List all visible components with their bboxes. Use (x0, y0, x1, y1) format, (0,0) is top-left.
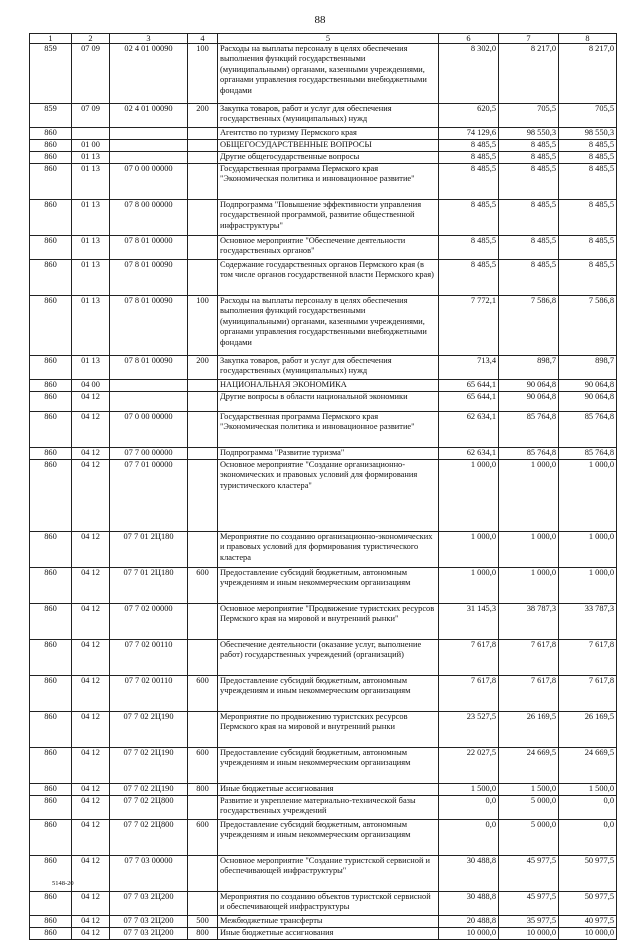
table-row (30, 784, 617, 796)
expense-type-cell (188, 532, 218, 568)
item-name-cell: Иные бюджетные ассигнования (218, 784, 439, 796)
expense-type-cell: 600 (188, 568, 218, 604)
item-name-cell: Основное мероприятие "Обеспечение деятельности государственных органов" (218, 236, 439, 260)
item-name-cell: Основное мероприятие "Создание туристской сервисной и обеспечивающей инфраструктуры" (218, 856, 439, 892)
section-code-cell: 07 09 (72, 104, 110, 128)
amount-col6-cell: 22 027,5 (439, 748, 499, 784)
header-cell: 8 (559, 34, 617, 44)
amount-col6-cell: 7 617,8 (439, 640, 499, 676)
expense-type-cell (188, 460, 218, 532)
item-name-cell: Предоставление субсидий бюджетным, автономным учреждениям и иным некоммерческим организациям (218, 820, 439, 856)
header-cell: 4 (188, 34, 218, 44)
amount-col6-cell: 8 485,5 (439, 260, 499, 296)
amount-col7-cell: 45 977,5 (499, 856, 559, 892)
amount-col6-cell: 713,4 (439, 356, 499, 380)
item-name-cell: Государственная программа Пермского края "Экономическая политика и инновационное развитие" (218, 164, 439, 200)
admin-code-cell: 860 (30, 392, 72, 412)
amount-col8-cell: 8 485,5 (559, 260, 617, 296)
expense-type-cell (188, 640, 218, 676)
expense-type-cell (188, 152, 218, 164)
admin-code-cell: 860 (30, 820, 72, 856)
amount-col7-cell: 8 485,5 (499, 260, 559, 296)
table-row (30, 928, 617, 940)
item-name-cell: Основное мероприятие "Создание организационно-экономических и правовых условий для формирования туристического кластера" (218, 460, 439, 532)
amount-col8-cell: 90 064,8 (559, 380, 617, 392)
item-name-cell: Расходы на выплаты персоналу в целях обеспечения выполнения функций государственными (муниципальными) органами, казенными учреждениями, органами управления государственными внебюджетными фондами (218, 44, 439, 104)
section-code-cell: 01 00 (72, 140, 110, 152)
target-article-cell: 07 7 01 2Ц180 (110, 532, 188, 568)
item-name-cell: Мероприятия по созданию объектов туристской сервисной и обеспечивающей инфраструктуры (218, 892, 439, 916)
amount-col6-cell: 1 000,0 (439, 568, 499, 604)
amount-col8-cell: 1 000,0 (559, 460, 617, 532)
expense-type-cell: 100 (188, 44, 218, 104)
table-row (30, 356, 617, 380)
section-code-cell: 04 12 (72, 568, 110, 604)
table-row (30, 128, 617, 140)
amount-col7-cell: 8 485,5 (499, 152, 559, 164)
amount-col6-cell: 7 617,8 (439, 676, 499, 712)
target-article-cell: 07 7 02 2Ц800 (110, 820, 188, 856)
amount-col7-cell: 5 000,0 (499, 820, 559, 856)
section-code-cell: 04 12 (72, 820, 110, 856)
item-name-cell: Основное мероприятие "Продвижение туристских ресурсов Пермского края на мировой и внутренний рынки" (218, 604, 439, 640)
section-code-cell (72, 128, 110, 140)
amount-col6-cell: 0,0 (439, 796, 499, 820)
target-article-cell: 07 7 03 00000 (110, 856, 188, 892)
table-row (30, 380, 617, 392)
amount-col6-cell: 8 302,0 (439, 44, 499, 104)
admin-code-cell: 860 (30, 916, 72, 928)
amount-col7-cell: 7 617,8 (499, 676, 559, 712)
table-row (30, 152, 617, 164)
admin-code-cell: 860 (30, 200, 72, 236)
amount-col7-cell: 90 064,8 (499, 380, 559, 392)
header-cell: 1 (30, 34, 72, 44)
amount-col6-cell: 8 485,5 (439, 200, 499, 236)
item-name-cell: Закупка товаров, работ и услуг для обеспечения государственных (муниципальных) нужд (218, 104, 439, 128)
header-cell: 7 (499, 34, 559, 44)
amount-col8-cell: 898,7 (559, 356, 617, 380)
table-row (30, 532, 617, 568)
target-article-cell: 07 7 02 00110 (110, 640, 188, 676)
target-article-cell: 07 8 01 00000 (110, 236, 188, 260)
expense-type-cell (188, 448, 218, 460)
admin-code-cell: 860 (30, 260, 72, 296)
expense-type-cell: 800 (188, 784, 218, 796)
amount-col6-cell: 8 485,5 (439, 164, 499, 200)
expense-type-cell (188, 892, 218, 916)
amount-col8-cell: 1 500,0 (559, 784, 617, 796)
item-name-cell: Предоставление субсидий бюджетным, автономным учреждениям и иным некоммерческим организациям (218, 568, 439, 604)
admin-code-cell: 860 (30, 748, 72, 784)
amount-col8-cell: 8 485,5 (559, 164, 617, 200)
item-name-cell: Другие общегосударственные вопросы (218, 152, 439, 164)
amount-col7-cell: 98 550,3 (499, 128, 559, 140)
amount-col8-cell: 50 977,5 (559, 856, 617, 892)
expense-type-cell (188, 164, 218, 200)
amount-col7-cell: 8 485,5 (499, 164, 559, 200)
amount-col6-cell: 62 634,1 (439, 448, 499, 460)
section-code-cell: 04 00 (72, 380, 110, 392)
section-code-cell: 04 12 (72, 796, 110, 820)
amount-col8-cell: 90 064,8 (559, 392, 617, 412)
admin-code-cell: 860 (30, 784, 72, 796)
table-body (30, 44, 617, 940)
amount-col6-cell: 20 488,8 (439, 916, 499, 928)
expense-type-cell (188, 200, 218, 236)
table-row (30, 640, 617, 676)
table-row (30, 412, 617, 448)
expense-type-cell (188, 380, 218, 392)
admin-code-cell: 860 (30, 380, 72, 392)
target-article-cell: 07 8 01 00090 (110, 356, 188, 380)
admin-code-cell: 860 (30, 448, 72, 460)
target-article-cell: 07 7 02 2Ц190 (110, 712, 188, 748)
amount-col8-cell: 33 787,3 (559, 604, 617, 640)
header-row (30, 34, 617, 44)
section-code-cell: 04 12 (72, 392, 110, 412)
admin-code-cell: 859 (30, 104, 72, 128)
amount-col7-cell: 1 000,0 (499, 460, 559, 532)
amount-col7-cell: 8 217,0 (499, 44, 559, 104)
table-row (30, 392, 617, 412)
amount-col7-cell: 898,7 (499, 356, 559, 380)
expense-type-cell: 500 (188, 916, 218, 928)
table-row (30, 856, 617, 892)
page-number: 88 (314, 14, 326, 26)
amount-col7-cell: 7 586,8 (499, 296, 559, 356)
section-code-cell: 07 09 (72, 44, 110, 104)
target-article-cell (110, 392, 188, 412)
budget-table (29, 33, 617, 940)
amount-col7-cell: 85 764,8 (499, 448, 559, 460)
amount-col6-cell: 65 644,1 (439, 392, 499, 412)
admin-code-cell: 860 (30, 140, 72, 152)
item-name-cell: Закупка товаров, работ и услуг для обеспечения государственных (муниципальных) нужд (218, 356, 439, 380)
item-name-cell: Развитие и укрепление материально-технической базы государственных учреждений (218, 796, 439, 820)
admin-code-cell: 860 (30, 164, 72, 200)
target-article-cell: 02 4 01 00090 (110, 104, 188, 128)
item-name-cell: Предоставление субсидий бюджетным, автономным учреждениям и иным некоммерческим организациям (218, 676, 439, 712)
amount-col7-cell: 8 485,5 (499, 140, 559, 152)
amount-col7-cell: 7 617,8 (499, 640, 559, 676)
admin-code-cell: 860 (30, 856, 72, 892)
amount-col6-cell: 7 772,1 (439, 296, 499, 356)
admin-code-cell: 860 (30, 604, 72, 640)
item-name-cell: Содержание государственных органов Пермского края (в том числе органов государственной власти Пермского края) (218, 260, 439, 296)
section-code-cell: 04 12 (72, 532, 110, 568)
item-name-cell: Мероприятие по продвижению туристских ресурсов Пермского края на мировой и внутренний рынки (218, 712, 439, 748)
table-row (30, 712, 617, 748)
expense-type-cell: 600 (188, 820, 218, 856)
amount-col6-cell: 0,0 (439, 820, 499, 856)
amount-col8-cell: 7 586,8 (559, 296, 617, 356)
item-name-cell: Агентство по туризму Пермского края (218, 128, 439, 140)
amount-col7-cell: 1 500,0 (499, 784, 559, 796)
section-code-cell: 01 13 (72, 164, 110, 200)
table-row (30, 568, 617, 604)
expense-type-cell: 600 (188, 748, 218, 784)
item-name-cell: Подпрограмма "Развитие туризма" (218, 448, 439, 460)
amount-col8-cell: 40 977,5 (559, 916, 617, 928)
item-name-cell: Межбюджетные трансферты (218, 916, 439, 928)
target-article-cell: 07 8 01 00090 (110, 260, 188, 296)
amount-col7-cell: 90 064,8 (499, 392, 559, 412)
amount-col7-cell: 24 669,5 (499, 748, 559, 784)
header-cell: 2 (72, 34, 110, 44)
expense-type-cell: 200 (188, 104, 218, 128)
admin-code-cell: 859 (30, 44, 72, 104)
table-row (30, 676, 617, 712)
target-article-cell: 07 7 01 2Ц180 (110, 568, 188, 604)
expense-type-cell (188, 140, 218, 152)
expense-type-cell: 800 (188, 928, 218, 940)
expense-type-cell (188, 260, 218, 296)
target-article-cell (110, 152, 188, 164)
admin-code-cell: 860 (30, 712, 72, 748)
amount-col8-cell: 26 169,5 (559, 712, 617, 748)
section-code-cell: 04 12 (72, 916, 110, 928)
table-row (30, 44, 617, 104)
amount-col6-cell: 8 485,5 (439, 236, 499, 260)
amount-col8-cell: 98 550,3 (559, 128, 617, 140)
item-name-cell: Другие вопросы в области национальной экономики (218, 392, 439, 412)
table-row (30, 448, 617, 460)
target-article-cell: 07 7 02 00110 (110, 676, 188, 712)
table-row (30, 140, 617, 152)
section-code-cell: 04 12 (72, 712, 110, 748)
amount-col7-cell: 85 764,8 (499, 412, 559, 448)
amount-col7-cell: 1 000,0 (499, 532, 559, 568)
amount-col6-cell: 74 129,6 (439, 128, 499, 140)
target-article-cell: 07 8 00 00000 (110, 200, 188, 236)
item-name-cell: Расходы на выплаты персоналу в целях обеспечения выполнения функций государственными (муниципальными) органами, казенными учреждениями, органами управления государственными внебюджетными фондами (218, 296, 439, 356)
table-row (30, 296, 617, 356)
amount-col8-cell: 24 669,5 (559, 748, 617, 784)
section-code-cell: 04 12 (72, 604, 110, 640)
target-article-cell: 07 7 03 2Ц200 (110, 928, 188, 940)
item-name-cell: Иные бюджетные ассигнования (218, 928, 439, 940)
table-row (30, 164, 617, 200)
amount-col8-cell: 0,0 (559, 820, 617, 856)
expense-type-cell: 600 (188, 676, 218, 712)
expense-type-cell (188, 712, 218, 748)
amount-col8-cell: 50 977,5 (559, 892, 617, 916)
amount-col8-cell: 7 617,8 (559, 640, 617, 676)
target-article-cell: 07 7 00 00000 (110, 448, 188, 460)
section-code-cell: 04 12 (72, 892, 110, 916)
amount-col8-cell: 8 485,5 (559, 200, 617, 236)
target-article-cell: 07 7 03 2Ц200 (110, 916, 188, 928)
table-row (30, 820, 617, 856)
admin-code-cell: 860 (30, 128, 72, 140)
item-name-cell: Государственная программа Пермского края "Экономическая политика и инновационное развитие" (218, 412, 439, 448)
amount-col8-cell: 8 485,5 (559, 140, 617, 152)
header-cell: 5 (218, 34, 439, 44)
section-code-cell: 01 13 (72, 296, 110, 356)
target-article-cell (110, 128, 188, 140)
target-article-cell: 02 4 01 00090 (110, 44, 188, 104)
section-code-cell: 04 12 (72, 928, 110, 940)
table-row (30, 104, 617, 128)
admin-code-cell: 860 (30, 676, 72, 712)
target-article-cell: 07 7 03 2Ц200 (110, 892, 188, 916)
amount-col8-cell: 10 000,0 (559, 928, 617, 940)
section-code-cell: 01 13 (72, 200, 110, 236)
amount-col7-cell: 8 485,5 (499, 200, 559, 236)
table-row (30, 236, 617, 260)
item-name-cell: Подпрограмма "Повышение эффективности управления государственной программой, развитие общественной инфраструктуры" (218, 200, 439, 236)
admin-code-cell: 860 (30, 296, 72, 356)
target-article-cell (110, 380, 188, 392)
section-code-cell: 01 13 (72, 236, 110, 260)
table-row (30, 200, 617, 236)
section-code-cell: 04 12 (72, 856, 110, 892)
amount-col7-cell: 705,5 (499, 104, 559, 128)
target-article-cell: 07 7 02 2Ц800 (110, 796, 188, 820)
amount-col8-cell: 705,5 (559, 104, 617, 128)
amount-col6-cell: 30 488,8 (439, 892, 499, 916)
admin-code-cell: 860 (30, 796, 72, 820)
amount-col8-cell: 8 485,5 (559, 236, 617, 260)
expense-type-cell (188, 128, 218, 140)
amount-col8-cell: 7 617,8 (559, 676, 617, 712)
amount-col8-cell: 1 000,0 (559, 568, 617, 604)
amount-col7-cell: 1 000,0 (499, 568, 559, 604)
table-row (30, 260, 617, 296)
admin-code-cell: 860 (30, 928, 72, 940)
header-cell: 3 (110, 34, 188, 44)
item-name-cell: ОБЩЕГОСУДАРСТВЕННЫЕ ВОПРОСЫ (218, 140, 439, 152)
target-article-cell: 07 7 02 00000 (110, 604, 188, 640)
item-name-cell: НАЦИОНАЛЬНАЯ ЭКОНОМИКА (218, 380, 439, 392)
section-code-cell: 04 12 (72, 676, 110, 712)
table-row (30, 748, 617, 784)
amount-col7-cell: 5 000,0 (499, 796, 559, 820)
amount-col6-cell: 8 485,5 (439, 140, 499, 152)
table-row (30, 604, 617, 640)
amount-col6-cell: 23 527,5 (439, 712, 499, 748)
expense-type-cell (188, 604, 218, 640)
amount-col6-cell: 31 145,3 (439, 604, 499, 640)
target-article-cell (110, 140, 188, 152)
table-row (30, 796, 617, 820)
table-row (30, 892, 617, 916)
amount-col7-cell: 38 787,3 (499, 604, 559, 640)
section-code-cell: 04 12 (72, 640, 110, 676)
target-article-cell: 07 7 02 2Ц190 (110, 784, 188, 796)
target-article-cell: 07 8 01 00090 (110, 296, 188, 356)
amount-col7-cell: 8 485,5 (499, 236, 559, 260)
expense-type-cell (188, 392, 218, 412)
document-code: 5148-20 (52, 880, 74, 887)
expense-type-cell: 200 (188, 356, 218, 380)
amount-col6-cell: 1 000,0 (439, 532, 499, 568)
amount-col7-cell: 35 977,5 (499, 916, 559, 928)
amount-col6-cell: 1 000,0 (439, 460, 499, 532)
expense-type-cell (188, 236, 218, 260)
amount-col8-cell: 85 764,8 (559, 448, 617, 460)
expense-type-cell (188, 856, 218, 892)
amount-col7-cell: 45 977,5 (499, 892, 559, 916)
amount-col6-cell: 8 485,5 (439, 152, 499, 164)
admin-code-cell: 860 (30, 356, 72, 380)
target-article-cell: 07 0 00 00000 (110, 412, 188, 448)
admin-code-cell: 860 (30, 236, 72, 260)
section-code-cell: 04 12 (72, 748, 110, 784)
table-row (30, 916, 617, 928)
item-name-cell: Предоставление субсидий бюджетным, автономным учреждениям и иным некоммерческим организациям (218, 748, 439, 784)
target-article-cell: 07 7 01 00000 (110, 460, 188, 532)
amount-col6-cell: 10 000,0 (439, 928, 499, 940)
amount-col6-cell: 65 644,1 (439, 380, 499, 392)
amount-col7-cell: 26 169,5 (499, 712, 559, 748)
section-code-cell: 04 12 (72, 460, 110, 532)
amount-col7-cell: 10 000,0 (499, 928, 559, 940)
table-row (30, 460, 617, 532)
amount-col6-cell: 620,5 (439, 104, 499, 128)
section-code-cell: 01 13 (72, 152, 110, 164)
item-name-cell: Обеспечение деятельности (оказание услуг, выполнение работ) государственных учреждений (организаций) (218, 640, 439, 676)
amount-col8-cell: 0,0 (559, 796, 617, 820)
expense-type-cell (188, 796, 218, 820)
admin-code-cell: 860 (30, 152, 72, 164)
section-code-cell: 01 13 (72, 260, 110, 296)
target-article-cell: 07 0 00 00000 (110, 164, 188, 200)
amount-col8-cell: 1 000,0 (559, 532, 617, 568)
admin-code-cell: 860 (30, 412, 72, 448)
admin-code-cell: 860 (30, 892, 72, 916)
amount-col6-cell: 1 500,0 (439, 784, 499, 796)
amount-col8-cell: 8 485,5 (559, 152, 617, 164)
admin-code-cell: 860 (30, 568, 72, 604)
expense-type-cell: 100 (188, 296, 218, 356)
admin-code-cell: 860 (30, 460, 72, 532)
section-code-cell: 04 12 (72, 784, 110, 796)
amount-col8-cell: 85 764,8 (559, 412, 617, 448)
amount-col8-cell: 8 217,0 (559, 44, 617, 104)
expense-type-cell (188, 412, 218, 448)
admin-code-cell: 860 (30, 532, 72, 568)
target-article-cell: 07 7 02 2Ц190 (110, 748, 188, 784)
amount-col6-cell: 30 488,8 (439, 856, 499, 892)
item-name-cell: Мероприятие по созданию организационно-экономических и правовых условий для формирования туристического кластера (218, 532, 439, 568)
section-code-cell: 01 13 (72, 356, 110, 380)
section-code-cell: 04 12 (72, 412, 110, 448)
section-code-cell: 04 12 (72, 448, 110, 460)
amount-col6-cell: 62 634,1 (439, 412, 499, 448)
header-cell: 6 (439, 34, 499, 44)
admin-code-cell: 860 (30, 640, 72, 676)
